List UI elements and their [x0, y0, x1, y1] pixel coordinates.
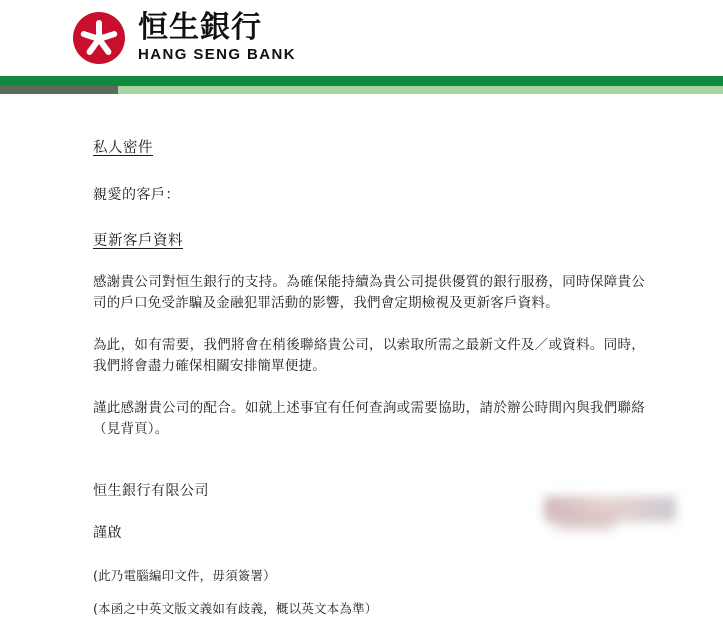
- brand-name-chinese: 恒生銀行: [138, 10, 262, 45]
- footnote-2: (本函之中英文版文義如有歧義，概以英文本為準）: [93, 601, 378, 616]
- document-header: [0, 0, 723, 76]
- paragraph-3: 謹此感謝貴公司的配合。如就上述事宜有任何查詢或需要協助，請於辦公時間內與我們聯絡（見背頁）。: [93, 400, 645, 437]
- banner-bar-dark: [0, 86, 118, 94]
- paragraph-1: 感謝貴公司對恒生銀行的支持。為確保能持續為貴公司提供優質的銀行服務，同時保障貴公司的戶口免受詐騙及金融犯罪活動的影響，我們會定期檢視及更新客戶資料。: [93, 274, 645, 311]
- brand-name-english: HANG SENG BANK: [138, 46, 296, 63]
- banner-bar-light: [118, 86, 723, 94]
- brand-banner: [0, 76, 723, 100]
- letter-body: [0, 100, 723, 618]
- confidential-label: 私人密件: [93, 140, 153, 156]
- banner-bar-green: [0, 76, 723, 86]
- paragraph-2: 為此，如有需要，我們將會在稍後聯絡貴公司，以索取所需之最新文件及／或資料。同時，我們將會盡力確保相關安排簡單便捷。: [93, 337, 645, 374]
- footnote-1: (此乃電腦編印文件，毋須簽署）: [93, 568, 276, 583]
- letter-subject: 更新客戶資料: [93, 233, 183, 249]
- signoff-closing: 謹啟: [93, 525, 122, 541]
- hang-seng-bank-logo-icon: [73, 12, 125, 64]
- bank-logo: [73, 11, 296, 64]
- bank-logo-text: [138, 11, 296, 64]
- salutation: 親愛的客戶：: [93, 187, 180, 203]
- signoff-company: 恒生銀行有限公司: [93, 483, 209, 499]
